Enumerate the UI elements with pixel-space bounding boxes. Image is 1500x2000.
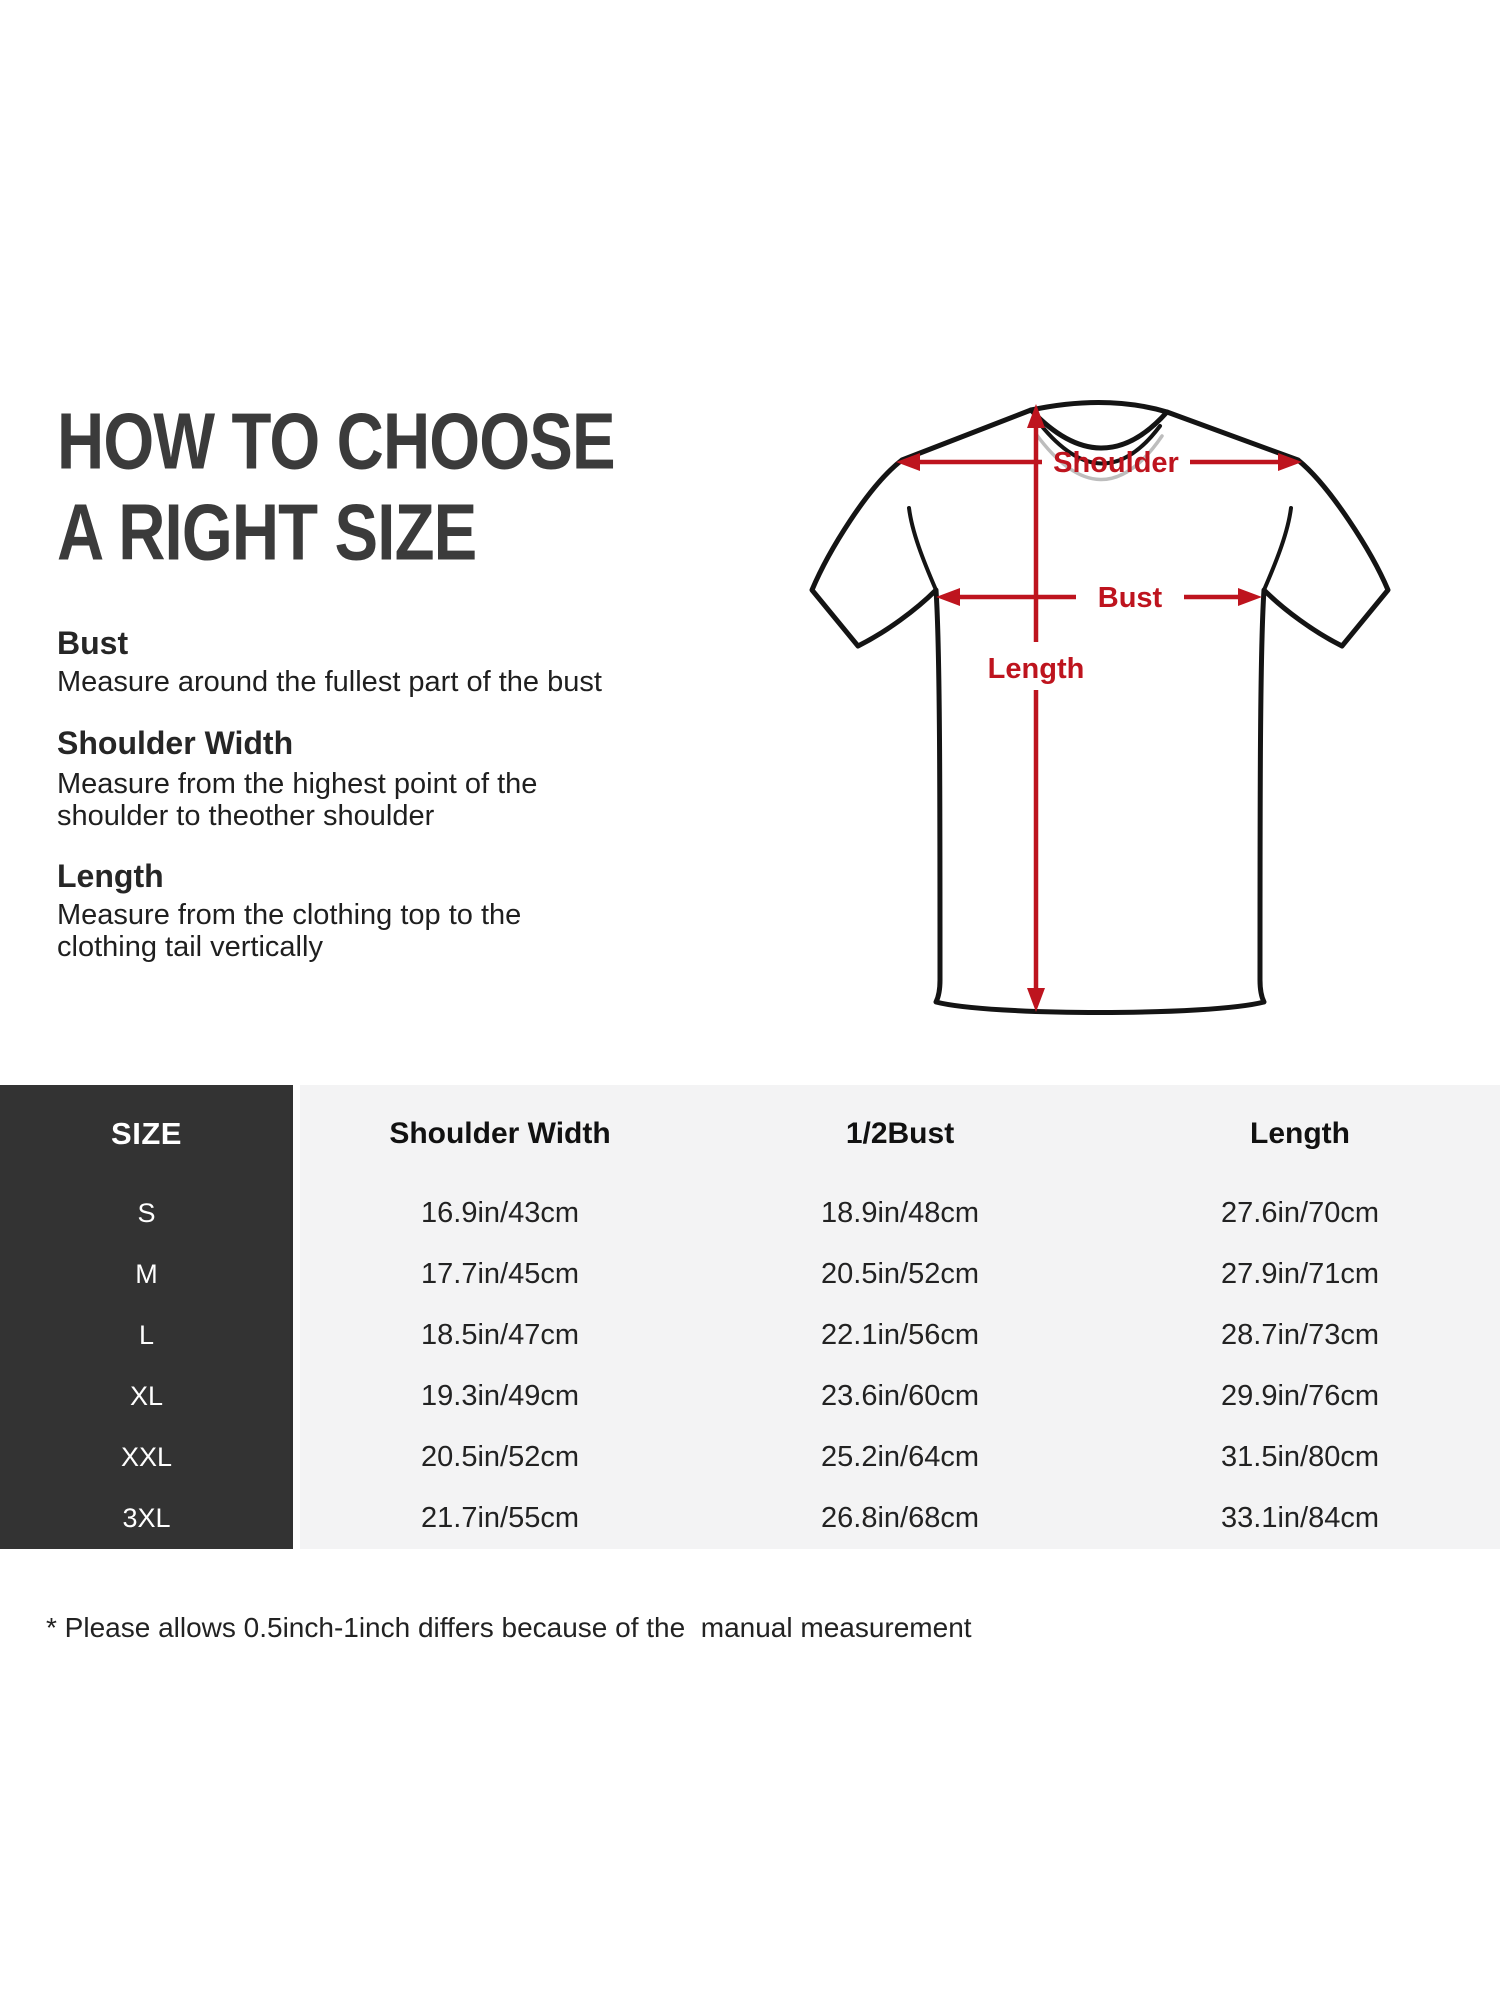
table-cell: 20.5in/52cm: [421, 1441, 579, 1473]
table-cell: 31.5in/80cm: [1221, 1441, 1379, 1473]
column-header-half-bust: 1/2Bust: [845, 1117, 955, 1150]
section-heading-shoulder-width: Shoulder Width: [57, 725, 294, 761]
table-cell: 29.9in/76cm: [1221, 1380, 1379, 1412]
table-cell: 27.6in/70cm: [1221, 1197, 1379, 1229]
table-cell: 17.7in/45cm: [421, 1258, 579, 1290]
tshirt-outline: [812, 402, 1388, 1012]
length-label: Length: [987, 653, 1085, 685]
size-column-header: SIZE: [111, 1116, 182, 1151]
page-title-line1: HOW TO CHOOSE: [57, 397, 615, 487]
table-cell: 18.9in/48cm: [821, 1197, 979, 1229]
table-cell: 18.5in/47cm: [421, 1319, 579, 1351]
section-text-shoulder-width-line2: shoulder to theother shoulder: [57, 800, 435, 832]
table-cell: 26.8in/68cm: [821, 1502, 979, 1534]
section-text-length-line1: Measure from the clothing top to the: [57, 899, 522, 931]
shoulder-label: Shoulder: [1053, 447, 1179, 479]
tshirt-measurement-diagram: [790, 380, 1410, 1060]
section-heading-bust: Bust: [57, 625, 129, 661]
size-label-m: M: [135, 1259, 158, 1289]
section-text-length-line2: clothing tail vertically: [57, 931, 323, 963]
size-table-size-column: [0, 1085, 293, 1549]
table-cell: 23.6in/60cm: [821, 1380, 979, 1412]
size-table: [0, 1085, 1500, 1549]
table-cell: 19.3in/49cm: [421, 1380, 579, 1412]
measurement-disclaimer: * Please allows 0.5inch-1inch differs because of the manual measurement: [46, 1612, 972, 1643]
table-cell: 22.1in/56cm: [821, 1319, 979, 1351]
table-cell: 21.7in/55cm: [421, 1502, 579, 1534]
table-cell: 27.9in/71cm: [1221, 1258, 1379, 1290]
table-cell: 25.2in/64cm: [821, 1441, 979, 1473]
page-title-line2: A RIGHT SIZE: [57, 488, 477, 578]
table-cell: 16.9in/43cm: [421, 1197, 579, 1229]
section-text-bust: Measure around the fullest part of the bust: [57, 666, 602, 698]
size-label-xl: XL: [129, 1381, 164, 1411]
size-label-xxl: XXL: [120, 1442, 173, 1472]
section-text-shoulder-width-line1: Measure from the highest point of the: [57, 768, 538, 800]
bust-label: Bust: [1097, 582, 1163, 614]
size-table-data-columns: [300, 1085, 1500, 1549]
size-label-3xl: 3XL: [122, 1503, 171, 1533]
table-cell: 20.5in/52cm: [821, 1258, 979, 1290]
column-header-shoulder-width: Shoulder Width: [389, 1117, 611, 1150]
size-label-l: L: [138, 1320, 155, 1350]
column-header-length: Length: [1250, 1117, 1350, 1150]
table-cell: 28.7in/73cm: [1221, 1319, 1379, 1351]
table-cell: 33.1in/84cm: [1221, 1502, 1379, 1534]
section-heading-length: Length: [57, 858, 164, 894]
size-label-s: S: [137, 1198, 156, 1228]
